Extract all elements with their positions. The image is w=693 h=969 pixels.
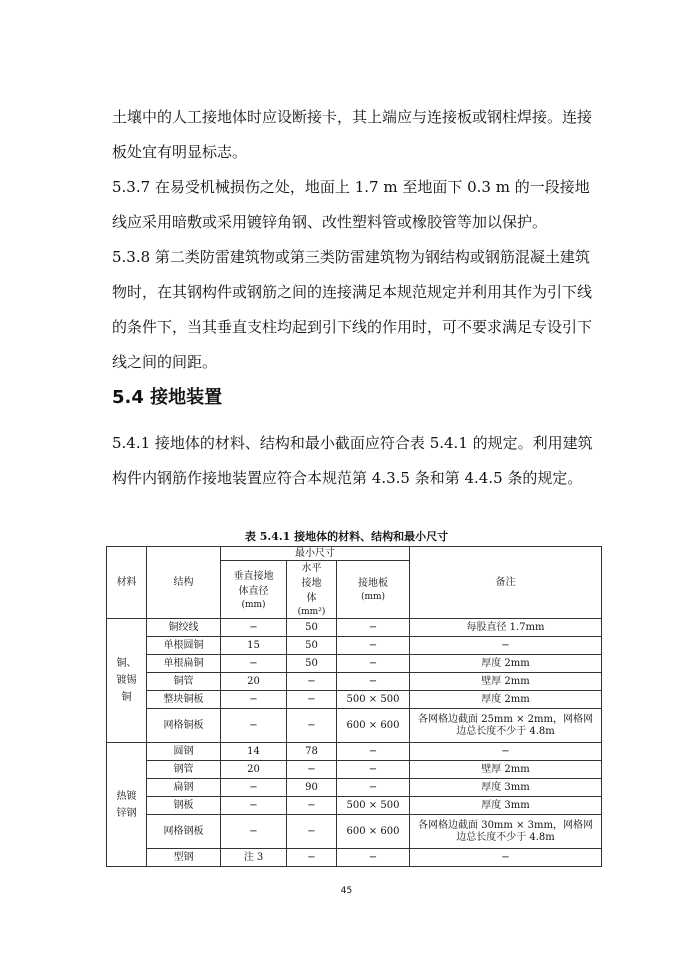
structure-cell: 型钢 xyxy=(147,849,221,867)
table-row xyxy=(107,637,602,655)
horizontal-cell: − xyxy=(287,849,337,867)
vertical-cell: 14 xyxy=(221,743,287,761)
horizontal-cell: − xyxy=(287,797,337,815)
vertical-cell: − xyxy=(221,691,287,709)
horizontal-cell: 78 xyxy=(287,743,337,761)
plate-cell: − xyxy=(337,743,410,761)
horizontal-cell: − xyxy=(287,761,337,779)
plate-cell: 600 × 600 xyxy=(337,815,410,849)
plate-cell: 500 × 500 xyxy=(337,797,410,815)
vertical-cell: 20 xyxy=(221,761,287,779)
paragraph-continuation: 土壤中的人工接地体时应设断接卡，其上端应与连接板或钢柱焊接。连接板处宜有明显标志。 xyxy=(112,108,593,161)
header-structure: 结构 xyxy=(147,547,221,619)
header-material: 材料 xyxy=(107,547,147,619)
remark-cell: 各网格边截面 25mm × 2mm，网格网边总长度不少于 4.8m xyxy=(410,709,602,743)
paragraph-5-3-7: 5.3.7 在易受机械损伤之处，地面上 1.7 m 至地面下 0.3 m 的一段接地线应采用暗敷或采用镀锌角钢、改性塑料管或橡胶管等加以保护。 xyxy=(112,178,590,231)
header-horizontal xyxy=(287,561,337,619)
paragraph-5-3-8: 5.3.8 第二类防雷建筑物或第三类防雷建筑物为钢结构或钢筋混凝土建筑物时，在其钢构件或钢筋之间的连接满足本规范规定并利用其作为引下线的条件下，当其垂直支柱均起到引下线的作用时，可不要求满足专设引下线之间的间距。 xyxy=(112,248,593,371)
table-row xyxy=(107,673,602,691)
table-row xyxy=(107,619,602,637)
vertical-cell: − xyxy=(221,815,287,849)
remark-cell: 各网格边截面 30mm × 3mm，网格网边总长度不少于 4.8m xyxy=(410,815,602,849)
horizontal-cell: 90 xyxy=(287,779,337,797)
structure-cell: 整块铜板 xyxy=(147,691,221,709)
remark-cell: 壁厚 2mm xyxy=(410,761,602,779)
vertical-cell: 20 xyxy=(221,673,287,691)
plate-cell: − xyxy=(337,761,410,779)
header-plate-unit: (mm) xyxy=(360,592,386,602)
paragraph-5-4-1: 5.4.1 接地体的材料、结构和最小截面应符合表 5.4.1 的规定。利用建筑构件内钢筋作接地装置应符合本规范第 4.3.5 条和第 4.4.5 条的规定。 xyxy=(112,434,593,487)
structure-cell: 单根扁铜 xyxy=(147,655,221,673)
remark-cell: 厚度 3mm xyxy=(410,797,602,815)
horizontal-cell: − xyxy=(287,709,337,743)
structure-cell: 钢板 xyxy=(147,797,221,815)
plate-cell: − xyxy=(337,849,410,867)
remark-cell: 厚度 2mm xyxy=(410,691,602,709)
horizontal-cell: − xyxy=(287,673,337,691)
section-heading: 5.4 接地装置 xyxy=(112,387,223,408)
remark-cell: − xyxy=(410,637,602,655)
table-row xyxy=(107,849,602,867)
plate-cell: − xyxy=(337,673,410,691)
structure-cell: 单根圆铜 xyxy=(147,637,221,655)
horizontal-cell: 50 xyxy=(287,637,337,655)
remark-cell: − xyxy=(410,849,602,867)
table-row xyxy=(107,691,602,709)
header-min-size: 最小尺寸 xyxy=(221,547,410,561)
structure-cell: 圆钢 xyxy=(147,743,221,761)
table-row xyxy=(107,761,602,779)
material-cell xyxy=(107,743,147,867)
structure-cell: 网格钢板 xyxy=(147,815,221,849)
plate-cell: − xyxy=(337,779,410,797)
vertical-cell: − xyxy=(221,779,287,797)
material-label: 热镀锌钢 xyxy=(116,790,137,819)
horizontal-cell: − xyxy=(287,691,337,709)
vertical-cell: − xyxy=(221,655,287,673)
material-cell xyxy=(107,619,147,743)
header-vertical-unit: (mm) xyxy=(241,599,266,610)
plate-cell: 500 × 500 xyxy=(337,691,410,709)
remark-cell: − xyxy=(410,743,602,761)
plate-cell: − xyxy=(337,655,410,673)
vertical-cell: − xyxy=(221,709,287,743)
vertical-cell: − xyxy=(221,797,287,815)
page-number: 45 xyxy=(340,886,353,896)
table-header-row xyxy=(107,547,602,561)
horizontal-cell: 50 xyxy=(287,619,337,637)
table-row xyxy=(107,815,602,849)
structure-cell: 扁钢 xyxy=(147,779,221,797)
structure-cell: 钢管 xyxy=(147,761,221,779)
plate-cell: − xyxy=(337,637,410,655)
header-horizontal-unit: (mm²) xyxy=(297,607,326,617)
structure-cell: 铜绞线 xyxy=(147,619,221,637)
remark-cell: 每股直径 1.7mm xyxy=(410,619,602,637)
header-plate xyxy=(337,561,410,619)
structure-cell: 铜管 xyxy=(147,673,221,691)
table-row xyxy=(107,709,602,743)
horizontal-cell: 50 xyxy=(287,655,337,673)
vertical-cell: 注 3 xyxy=(221,849,287,867)
remark-cell: 厚度 3mm xyxy=(410,779,602,797)
horizontal-cell: − xyxy=(287,815,337,849)
spec-table xyxy=(106,546,602,867)
plate-cell: − xyxy=(337,619,410,637)
structure-cell: 网格铜板 xyxy=(147,709,221,743)
table-caption: 表 5.4.1 接地体的材料、结构和最小尺寸 xyxy=(244,530,449,543)
vertical-cell: − xyxy=(221,619,287,637)
header-horizontal-label: 水平接地体 xyxy=(301,563,322,604)
remark-cell: 壁厚 2mm xyxy=(410,673,602,691)
vertical-cell: 15 xyxy=(221,637,287,655)
table-row xyxy=(107,779,602,797)
material-label: 铜、镀锡铜 xyxy=(116,658,137,703)
remark-cell: 厚度 2mm xyxy=(410,655,602,673)
header-vertical xyxy=(221,561,287,619)
plate-cell: 600 × 600 xyxy=(337,709,410,743)
table-row xyxy=(107,743,602,761)
table-row xyxy=(107,797,602,815)
header-remark: 备注 xyxy=(410,547,602,619)
header-plate-label: 接地板 xyxy=(358,578,388,589)
header-vertical-label: 垂直接地体直径 xyxy=(233,570,274,597)
table-row xyxy=(107,655,602,673)
